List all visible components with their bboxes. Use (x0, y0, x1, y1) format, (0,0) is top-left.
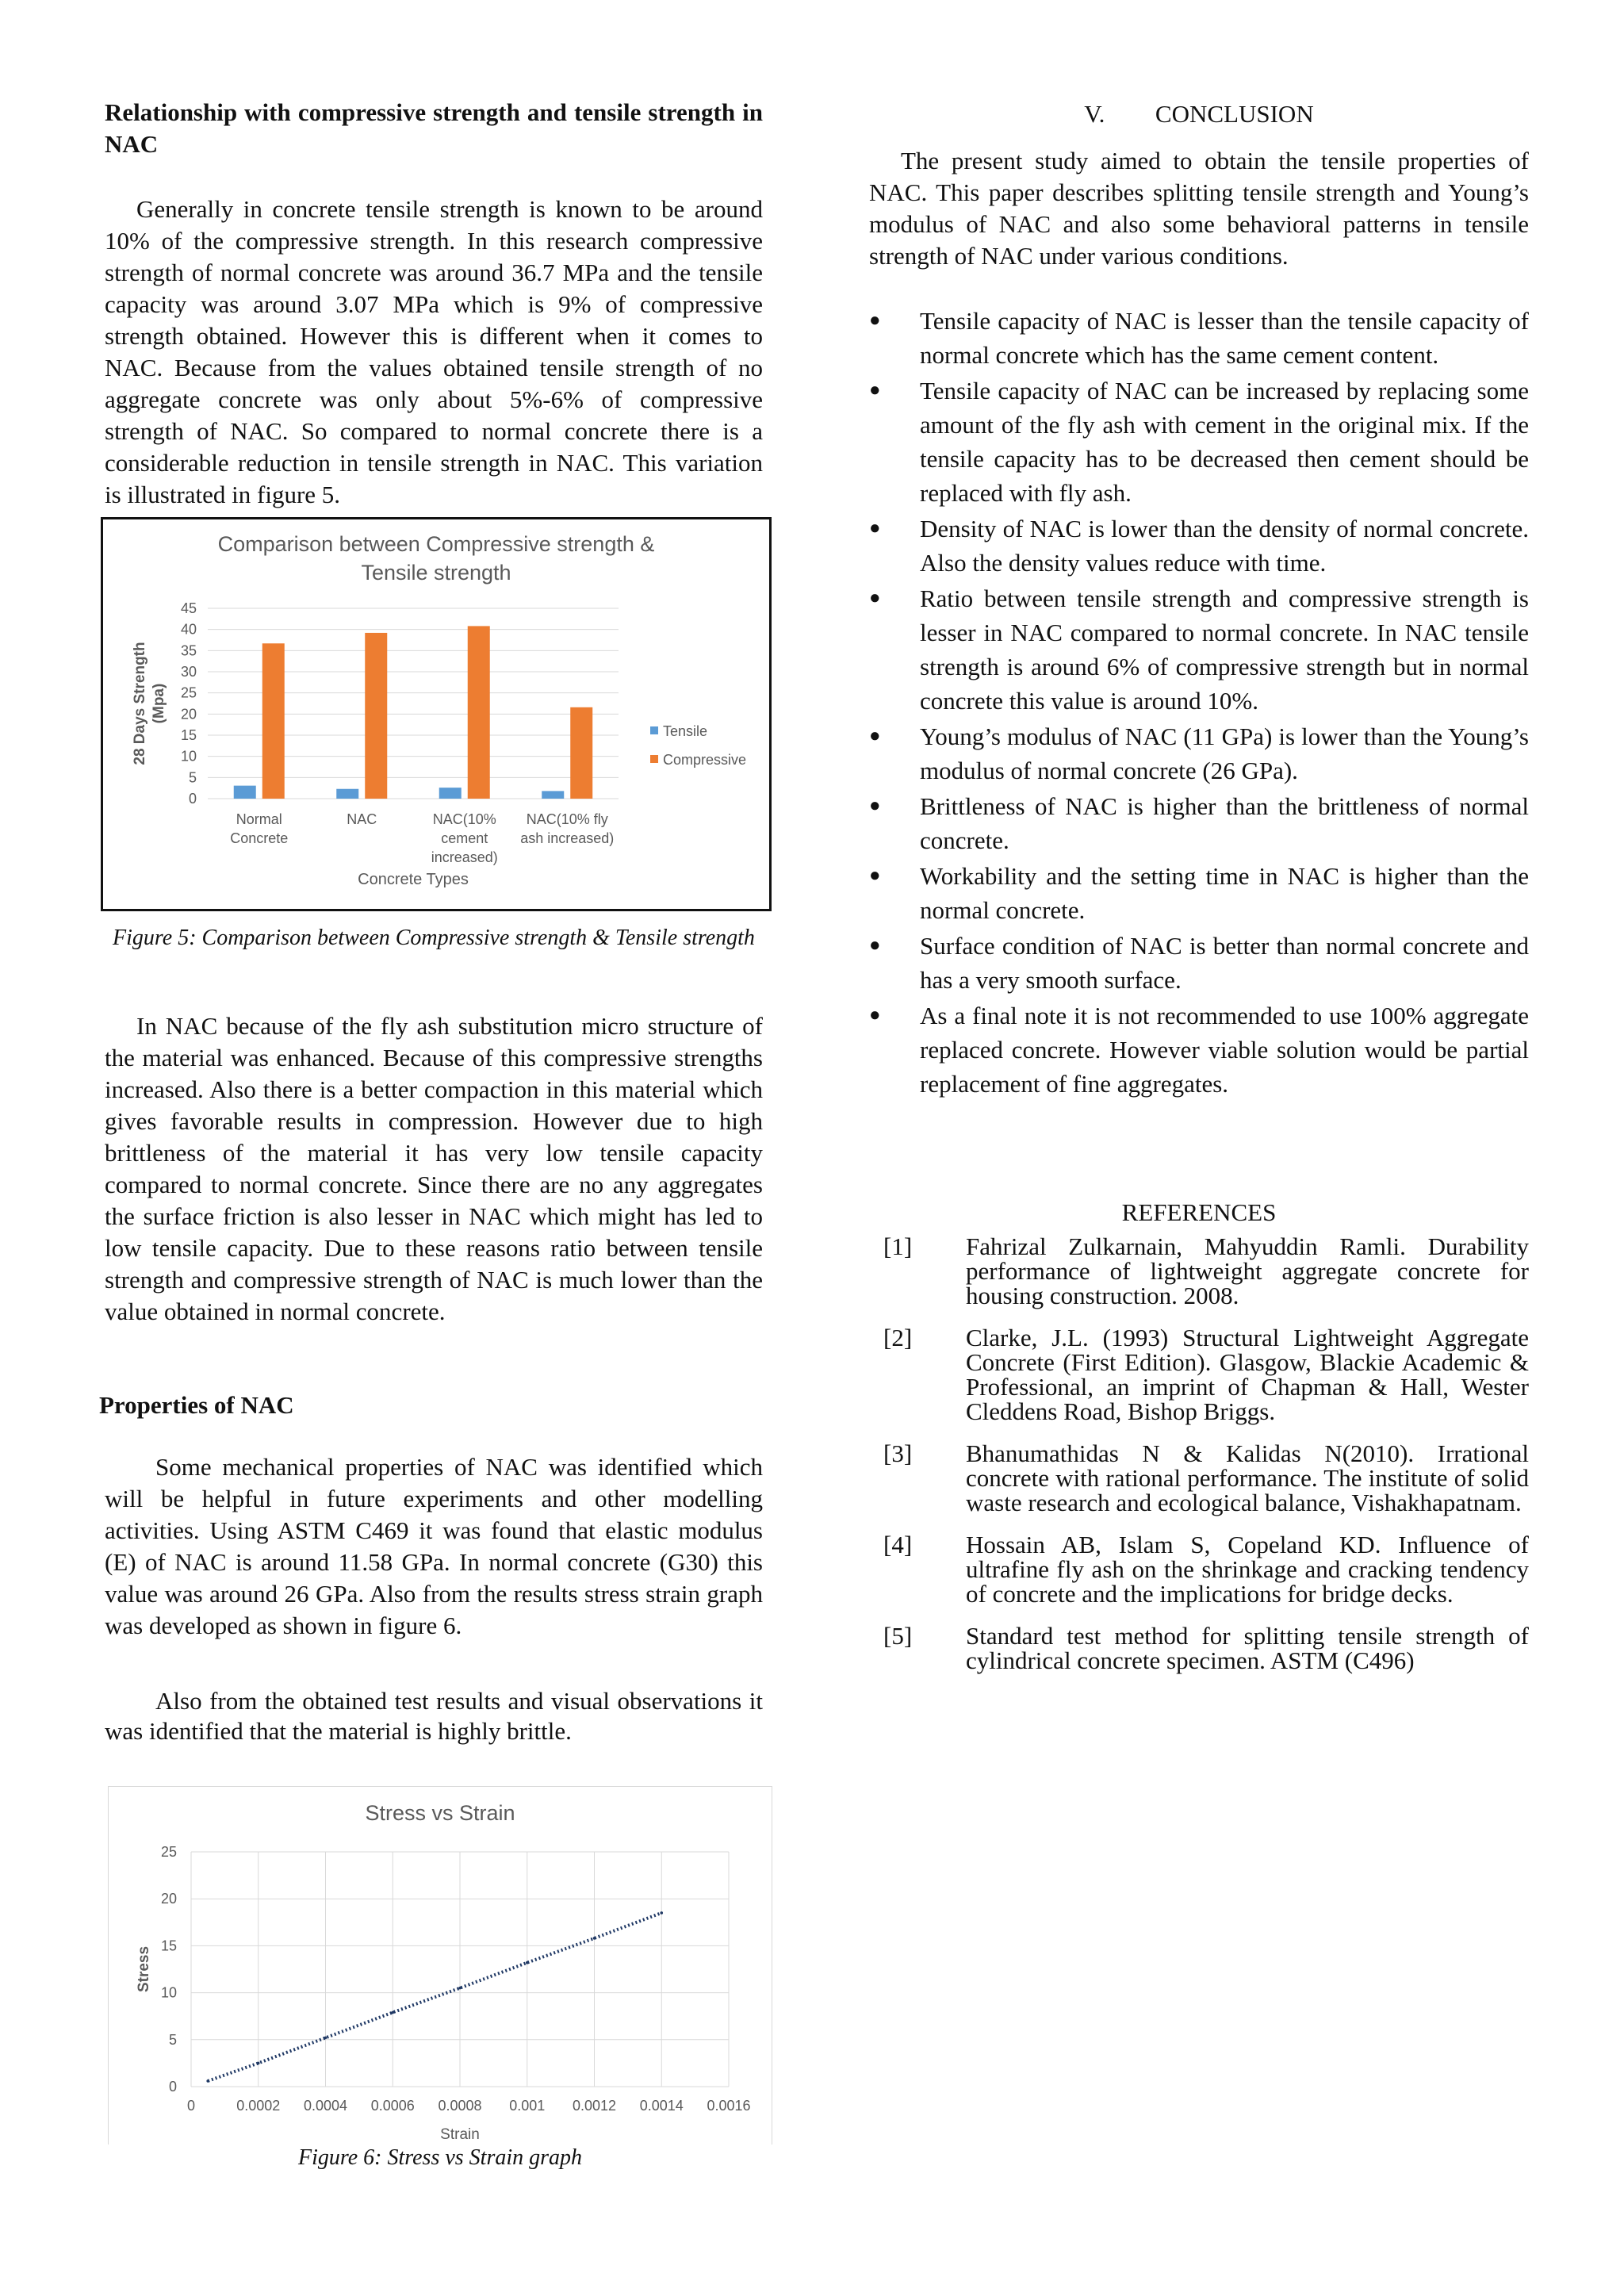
legend-swatch (650, 755, 658, 763)
legend-label: Compressive (663, 752, 747, 768)
conclusion-bullet-item (869, 512, 1529, 580)
reference-text: Bhanumathidas N & Kalidas N(2010). Irrational concrete with rational performance. The institute of solid waste research and ecological balance, Vishakhapatnam. (966, 1439, 1529, 1516)
x-tick-label: Concrete (230, 830, 289, 846)
data-point (206, 2079, 209, 2083)
section-heading-properties: Properties of NAC (99, 1391, 294, 1419)
legend-label: Tensile (663, 723, 708, 739)
reference-item (869, 1532, 1529, 1606)
data-point (324, 2037, 327, 2040)
y-tick-label: 20 (180, 706, 197, 723)
bullet-dot-icon: ● (869, 935, 881, 956)
bullet-text: As a final note it is not recommended to use 100% aggregate replaced concrete. However viable solution would be partial replacement of fine aggregates. (920, 1002, 1529, 1098)
x-tick-label: NAC (347, 811, 377, 827)
section-heading-relationship: Relationship with compressive strength and tensile strength in NAC (105, 98, 763, 158)
figure-6-chart-frame (108, 1786, 772, 2159)
y-tick-label: 10 (180, 748, 197, 765)
y-tick-label: 40 (180, 621, 197, 638)
data-point (660, 1911, 663, 1915)
reference-text: Standard test method for splitting tensile strength of cylindrical concrete specimen. ASTM (C496) (966, 1622, 1529, 1674)
conclusion-bullets (869, 304, 1529, 1102)
y-tick-label: 15 (160, 1938, 177, 1954)
data-point (526, 1961, 529, 1964)
x-tick-label: 0.001 (509, 2098, 546, 2114)
x-tick-label: 0.0014 (639, 2098, 684, 2114)
y-tick-label: 5 (168, 2031, 177, 2048)
reference-text: Clarke, J.L. (1993) Structural Lightweight Aggregate Concrete (First Edition). Glasgow, Blackie Academic & Professional, an imprint of Chapman & Hall, Wester Cleddens Road, Bishop Briggs. (966, 1324, 1529, 1425)
bullet-dot-icon: ● (869, 380, 881, 401)
y-axis-label (136, 1946, 152, 1992)
references-title: REFERENCES (1121, 1198, 1277, 1226)
chart-title: Stress vs Strain (365, 1801, 515, 1825)
y-tick-label: 0 (188, 791, 197, 807)
x-tick-label: 0.0002 (236, 2098, 281, 2114)
conclusion-bullet-item (869, 999, 1529, 1101)
x-axis-label: Concrete Types (358, 871, 469, 888)
bullet-text: Young’s modulus of NAC (11 GPa) is lower than the Young’s modulus of normal concrete (26 GPa). (920, 723, 1529, 784)
bullet-dot-icon: ● (869, 795, 881, 816)
conclusion-bullet-item (869, 859, 1529, 927)
x-tick-label: 0 (186, 2098, 196, 2114)
x-tick-label: ash increased) (520, 830, 615, 846)
x-tick-label: NAC(10% fly (526, 811, 608, 827)
data-point (257, 2062, 260, 2065)
x-tick-label: NAC(10% (432, 811, 496, 827)
x-tick-label: 0.0016 (707, 2098, 751, 2114)
x-tick-label: 0.0008 (438, 2098, 482, 2114)
reference-text: Fahrizal Zulkarnain, Mahyuddin Ramli. Durability performance of lightweight aggregate concrete for housing construction. 2008. (966, 1232, 1529, 1309)
bullet-dot-icon: ● (869, 518, 881, 539)
bar-compressive (468, 626, 490, 799)
y-tick-label: 10 (160, 1984, 177, 2001)
chart-title: Tensile strength (361, 561, 511, 585)
reference-number: [5] (883, 1622, 913, 1650)
bullet-text: Workability and the setting time in NAC is higher than the normal concrete. (920, 862, 1529, 924)
y-axis-label (132, 642, 167, 765)
section-heading-conclusion (869, 98, 1529, 130)
references-list (869, 1234, 1529, 1690)
reference-number: [2] (883, 1324, 913, 1351)
reference-item (869, 1623, 1529, 1673)
conclusion-bullet-item (869, 304, 1529, 372)
bullet-text: Density of NAC is lower than the density of normal concrete. Also the density values reduce with time. (920, 515, 1529, 577)
bullet-text: Ratio between tensile strength and compressive strength is lesser in NAC compared to normal concrete. In NAC tensile strength is around 6% of compressive strength but in normal concrete this value is around 10%. (920, 585, 1529, 715)
y-tick-label: 45 (180, 600, 197, 616)
y-tick-label: 35 (180, 642, 197, 659)
bullet-text: Tensile capacity of NAC can be increased by replacing some amount of the fly ash with cement in the original mix. If the tensile capacity has to be decreased then cement should be replaced with fly ash. (920, 377, 1529, 507)
y-tick-label: 0 (168, 2079, 177, 2095)
figure-5-bar-chart (103, 519, 769, 909)
section-number: V. (1084, 100, 1105, 128)
bullet-dot-icon: ● (869, 726, 881, 746)
x-tick-label: 0.0006 (370, 2098, 415, 2114)
bar-tensile (439, 788, 462, 799)
legend-swatch (650, 726, 658, 734)
y-tick-label: 20 (160, 1891, 177, 1907)
x-tick-label: cement (441, 830, 488, 846)
x-tick-label: Normal (236, 811, 282, 827)
y-tick-label: 25 (180, 684, 197, 701)
reference-item (869, 1325, 1529, 1424)
reference-item (869, 1441, 1529, 1515)
paragraph-brittle: Also from the obtained test results and visual observations it was identified that the material is highly brittle. (105, 1687, 763, 1745)
bullet-dot-icon: ● (869, 1005, 881, 1025)
x-axis-label: Strain (440, 2126, 480, 2143)
conclusion-bullet-item (869, 374, 1529, 510)
data-point (391, 2011, 394, 2014)
reference-number: [1] (883, 1232, 913, 1260)
x-tick-label: 0.0012 (572, 2098, 617, 2114)
data-point (458, 1987, 462, 1990)
figure-5-caption: Figure 5: Comparison between Compressive strength & Tensile strength (113, 926, 755, 950)
bullet-dot-icon: ● (869, 588, 881, 608)
x-tick-label: increased) (431, 849, 498, 865)
bar-compressive (365, 633, 387, 799)
bar-tensile (234, 786, 256, 799)
y-tick-label: 5 (188, 769, 197, 786)
paragraph-tensile-ratio: Generally in concrete tensile strength is known to be around 10% of the compressive strength. In this research compressive strength of normal concrete was around 36.7 MPa and the tensile capacity was around 3.07 MPa which is 9% of compressive strength obtained. However this is different when it comes to NAC. Because from the values obtained tensile strength of no aggregate concrete was only about 5%-6% of compressive strength of NAC. So compared to normal concrete there is a considerable reduction in tensile strength in NAC. This variation is illustrated in figure 5. (105, 195, 763, 508)
reference-number: [3] (883, 1439, 913, 1467)
reference-number: [4] (883, 1531, 913, 1558)
figure-6-caption: Figure 6: Stress vs Strain graph (108, 2145, 772, 2171)
bullet-dot-icon: ● (869, 310, 881, 331)
conclusion-bullet-item (869, 719, 1529, 788)
figure-5-chart-frame (101, 517, 772, 911)
figure-6-line-chart (109, 1787, 772, 2158)
conclusion-bullet-item (869, 581, 1529, 718)
y-tick-label: 15 (180, 727, 197, 743)
y-tick-label: 25 (160, 1844, 177, 1860)
paragraph-fly-ash-effects: In NAC because of the fly ash substitution micro structure of the material was enhanced. Because of this compressive strengths increased. Also there is a better compaction in this material which gives favorable results in compression. However due to high brittleness of the material it has very low tensile capacity compared to normal concrete. Since there are no any aggregates the surface friction is also lesser in NAC which might has led to low tensile capacity. Due to these reasons ratio between tensile strength and compressive strength of NAC is much lower than the value obtained in normal concrete. (105, 1012, 763, 1325)
reference-text: Hossain AB, Islam S, Copeland KD. Influence of ultrafine fly ash on the shrinkage and cracking tendency of concrete and the implications for bridge decks. (966, 1531, 1529, 1608)
bullet-text: Tensile capacity of NAC is lesser than the tensile capacity of normal concrete which has the same cement content. (920, 307, 1529, 369)
bullet-dot-icon: ● (869, 865, 881, 886)
bullet-text: Surface condition of NAC is better than normal concrete and has a very smooth surface. (920, 932, 1529, 994)
bullet-text: Brittleness of NAC is higher than the brittleness of normal concrete. (920, 792, 1529, 854)
data-point (593, 1937, 596, 1940)
y-tick-label: 30 (180, 664, 197, 680)
reference-item (869, 1234, 1529, 1308)
conclusion-intro: The present study aimed to obtain the tensile properties of NAC. This paper describes splitting tensile strength and Young’s modulus of NAC and also some behavioral patterns in tensile strength of NAC under various conditions. (869, 147, 1529, 270)
y-axis-label-line: (Mpa) (151, 683, 167, 724)
y-axis-label-line: 28 Days Strength (132, 642, 148, 765)
bar-compressive (570, 707, 592, 799)
bar-tensile (542, 791, 564, 799)
paragraph-mechanical-properties: Some mechanical properties of NAC was identified which will be helpful in future experiments and other modelling activities. Using ASTM C469 it was found that elastic modulus (E) of NAC is around 11.58 GPa. In normal concrete (G30) this value was around 26 GPa. Also from the results stress strain graph was developed as shown in figure 6. (105, 1453, 763, 1639)
bar-compressive (262, 643, 285, 799)
x-tick-label: 0.0004 (303, 2098, 348, 2114)
conclusion-bullet-item (869, 929, 1529, 997)
y-axis-label-text: Stress (136, 1945, 152, 1993)
bar-tensile (336, 789, 358, 799)
chart-title: Comparison between Compressive strength & (217, 532, 655, 556)
conclusion-bullet-item (869, 789, 1529, 857)
section-title: CONCLUSION (1155, 100, 1314, 128)
